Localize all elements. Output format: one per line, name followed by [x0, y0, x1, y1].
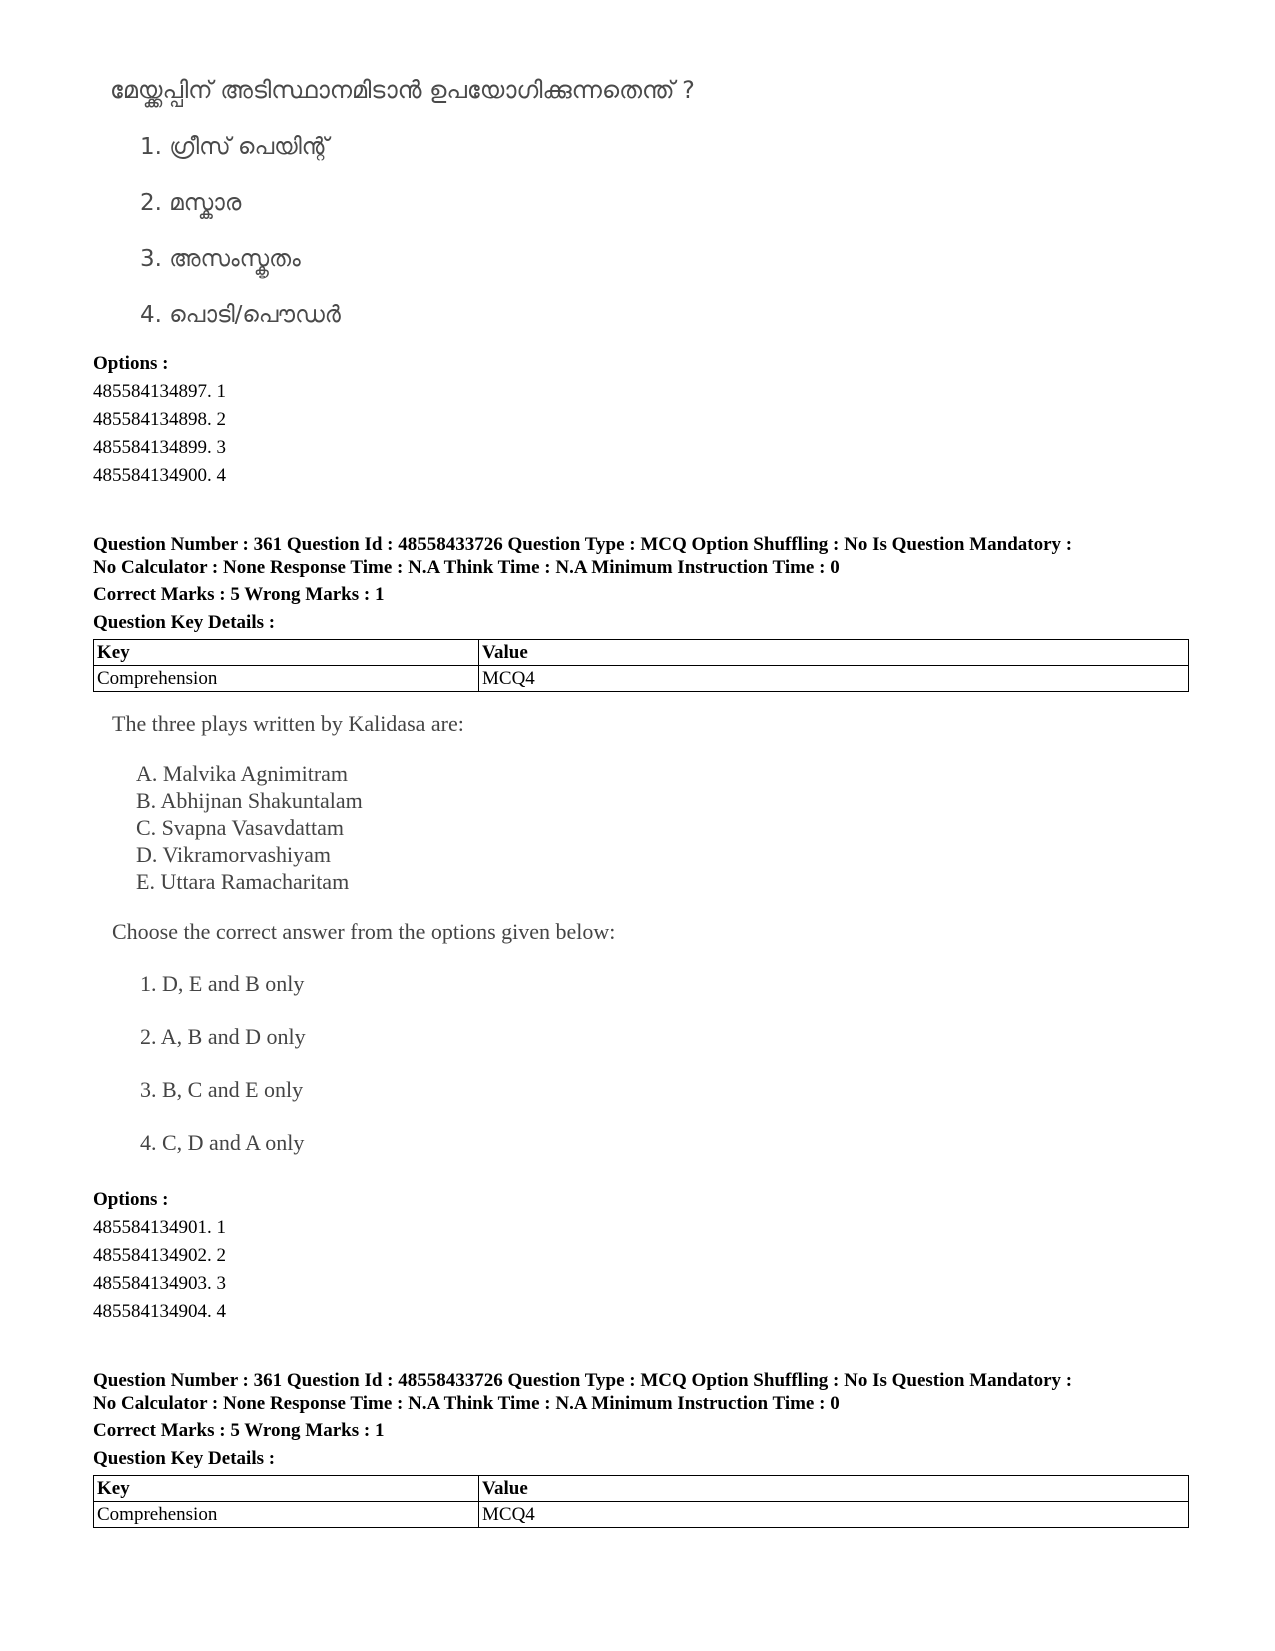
key-value-table	[93, 1475, 1189, 1528]
question-choice: 1. ഗ്രീസ് പെയിന്റ്	[140, 134, 329, 160]
question-choice: 1. D, E and B only	[140, 971, 305, 996]
option-id: 485584134897. 1	[93, 381, 226, 402]
cell-value: MCQ4	[479, 666, 1189, 692]
header-key: Key	[94, 640, 479, 666]
question-choice: 3. അസംസ്കൃതം	[140, 246, 301, 272]
key-value-table	[93, 639, 1189, 692]
question-meta	[93, 1369, 1193, 1415]
option-id: 485584134903. 3	[93, 1273, 226, 1294]
header-value: Value	[479, 1476, 1189, 1502]
meta-line-1: Question Number : 361 Question Id : 48558433726 Question Type : MCQ Option Shuffling : No Is Question Mandatory :	[93, 534, 1073, 555]
question-choice: 2. A, B and D only	[140, 1024, 306, 1049]
question-stem: The three plays written by Kalidasa are:	[112, 711, 464, 736]
table-header-row	[94, 640, 1189, 666]
key-details-label: Question Key Details :	[93, 612, 276, 633]
statement: E. Uttara Ramacharitam	[136, 869, 350, 894]
option-id: 485584134901. 1	[93, 1217, 226, 1238]
question-meta	[93, 533, 1193, 579]
option-id: 485584134899. 3	[93, 437, 226, 458]
option-id: 485584134904. 4	[93, 1301, 226, 1322]
option-id: 485584134898. 2	[93, 409, 226, 430]
cell-value: MCQ4	[479, 1502, 1189, 1528]
table-header-row	[94, 1476, 1189, 1502]
question-stem: മേയ്ക്കപ്പിന് അടിസ്ഥാനമിടാൻ ഉപയോഗിക്കുന്നതെന്ത് ?	[110, 76, 695, 104]
meta-line-1: Question Number : 361 Question Id : 48558433726 Question Type : MCQ Option Shuffling : No Is Question Mandatory :	[93, 1370, 1073, 1391]
statement: B. Abhijnan Shakuntalam	[136, 788, 363, 813]
statement: A. Malvika Agnimitram	[136, 761, 349, 786]
option-id: 485584134902. 2	[93, 1245, 226, 1266]
options-label: Options :	[93, 1189, 169, 1210]
question-choice: 4. C, D and A only	[140, 1130, 305, 1155]
meta-line-2: No Calculator : None Response Time : N.A Think Time : N.A Minimum Instruction Time : 0	[93, 1393, 840, 1414]
statement: C. Svapna Vasavdattam	[136, 815, 344, 840]
marks-line: Correct Marks : 5 Wrong Marks : 1	[93, 584, 385, 605]
key-details-label: Question Key Details :	[93, 1448, 276, 1469]
marks-line: Correct Marks : 5 Wrong Marks : 1	[93, 1420, 385, 1441]
header-key: Key	[94, 1476, 479, 1502]
table-row	[94, 666, 1189, 692]
header-value: Value	[479, 640, 1189, 666]
meta-line-2: No Calculator : None Response Time : N.A Think Time : N.A Minimum Instruction Time : 0	[93, 557, 840, 578]
table-row	[94, 1502, 1189, 1528]
option-id: 485584134900. 4	[93, 465, 226, 486]
options-label: Options :	[93, 353, 169, 374]
statement: D. Vikramorvashiyam	[136, 842, 332, 867]
question-choice: 2. മസ്കാര	[140, 190, 242, 216]
cell-key: Comprehension	[94, 1502, 479, 1528]
question-choice: 4. പൊടി/പൌഡർ	[140, 302, 341, 328]
question-choice: 3. B, C and E only	[140, 1077, 304, 1102]
instruction: Choose the correct answer from the options given below:	[112, 919, 616, 944]
cell-key: Comprehension	[94, 666, 479, 692]
